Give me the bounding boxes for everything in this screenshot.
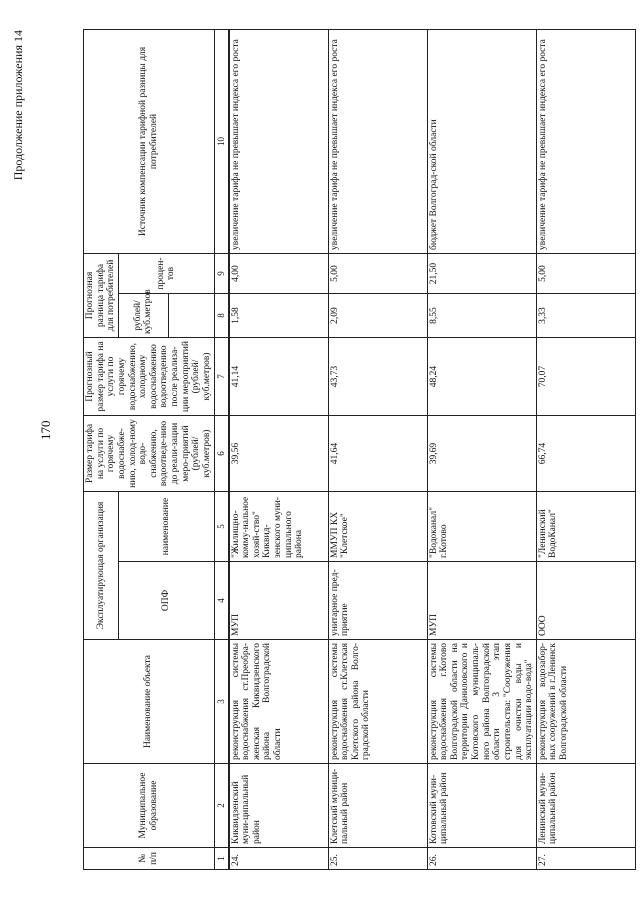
cell-n: 24. [229,848,329,870]
cell-diff-pct: 5,00 [536,253,635,293]
cell-opf: МУП [229,562,329,640]
col-number: 3 [214,640,229,764]
cell-tariff-before: 39,69 [427,416,536,492]
table-row [328,29,427,869]
cell-tariff-before: 39,56 [229,416,329,492]
cell-name: "Водоканал" г.Котово [427,492,536,562]
cell-diff-rub: 2,09 [328,294,427,338]
header-diff: Прогнозная разница тарифа для потребителей [84,253,119,337]
column-number-row [214,29,229,869]
cell-name: "Ленинский ВодоКанал" [536,492,635,562]
header-n: № п/п [84,848,215,870]
header-municipal: Муниципальное образование [84,764,215,848]
col-number: 1 [214,848,229,870]
table-caption: Продолжение приложения 14 [11,30,25,181]
header-opf: ОПФ [118,562,214,640]
cell-n: 25. [328,848,427,870]
cell-name: ММУП КХ "Клетское" [328,492,427,562]
cell-source: увеличение тарифа не превышает индекса его роста [229,29,329,253]
header-source: Источник компенсации тарифной разницы для потребителей [84,29,215,253]
header-tariff-before: Размер тарифа на услуги по горячему водоснабже-нию, холод-ному водо-снабжению, водоотведе-нию до реали-зации меро-приятий (рублей/ куб.метров) [84,416,215,492]
cell-object: реконструкция системы водоснабжения ст.Клетская Клетского района Волго-градской области [328,640,427,764]
cell-tariff-after: 70,07 [536,338,635,416]
col-number: 8 [214,294,229,338]
cell-tariff-after: 41,14 [229,338,329,416]
col-number: 10 [214,29,229,253]
cell-diff-rub: 8,55 [427,294,536,338]
cell-diff-pct: 4,00 [229,253,329,293]
col-number: 5 [214,492,229,562]
cell-tariff-before: 41,64 [328,416,427,492]
cell-source: увеличение тарифа не превышает индекса его роста [536,29,635,253]
header-diff-rub: рублей/ куб.метров [118,294,168,338]
header-diff-pct: процен-тов [118,253,214,293]
page-number: 170 [38,420,53,440]
cell-object: реконструкция системы водоснабжения ст.Преобра-женская Киквидзенского района Волгоградской области [229,640,329,764]
cell-source: бюджет Волгоград-ской области [427,29,536,253]
cell-diff-pct: 21,50 [427,253,536,293]
table-row [536,29,635,869]
cell-object: реконструкция системы водоснабжения г.Котово Волгоградской области на территории Даниловского и Котовского муниципаль-ного района Волгоградской области 3 этап строительства: "Сооружения для очистки воды и эксплуатации водо-вода" [427,640,536,764]
header-row-1 [84,29,119,869]
cell-tariff-after: 43,73 [328,338,427,416]
cell-diff-pct: 5,00 [328,253,427,293]
table-row [229,29,329,869]
cell-object: реконструкция водозабор-ных сооружений в г.Ленинск Волгоградской области [536,640,635,764]
header-object: Наименование объекта [84,640,215,764]
col-number: 7 [214,338,229,416]
header-diff-rub-spacer [168,294,214,338]
cell-diff-rub: 1,58 [229,294,329,338]
tariff-table [83,29,636,870]
cell-tariff-after: 48,24 [427,338,536,416]
cell-n: 26. [427,848,536,870]
col-number: 4 [214,562,229,640]
cell-tariff-before: 66,74 [536,416,635,492]
cell-source: увеличение тарифа не превышает индекса его роста [328,29,427,253]
col-number: 6 [214,416,229,492]
cell-opf: МУП [427,562,536,640]
cell-opf: унитарное пред-приятие [328,562,427,640]
header-operator: Эксплуатирующая организация [84,492,119,640]
table-row [427,29,536,869]
header-tariff-after: Прогнозный размер тарифа на услуги по горячему водоснабжению, холодному водоснабжению водоотведению после реализа-ции мероприятий (рублей/ куб.метров) [84,338,215,416]
cell-municipal: Ленинский муни-ципальный район [536,764,635,848]
cell-municipal: Клетский муници-пальный район [328,764,427,848]
cell-opf: ООО [536,562,635,640]
cell-name: "Жилищно-комму-нальное хозяй-ство" Киквид-зенского муни-ципального района [229,492,329,562]
cell-n: 27. [536,848,635,870]
cell-municipal: Котовский муни-ципальный район [427,764,536,848]
header-name: наименование [118,492,214,562]
col-number: 2 [214,764,229,848]
cell-municipal: Киквидзенский муни-ципальный район [229,764,329,848]
col-number: 9 [214,253,229,293]
cell-diff-rub: 3,33 [536,294,635,338]
